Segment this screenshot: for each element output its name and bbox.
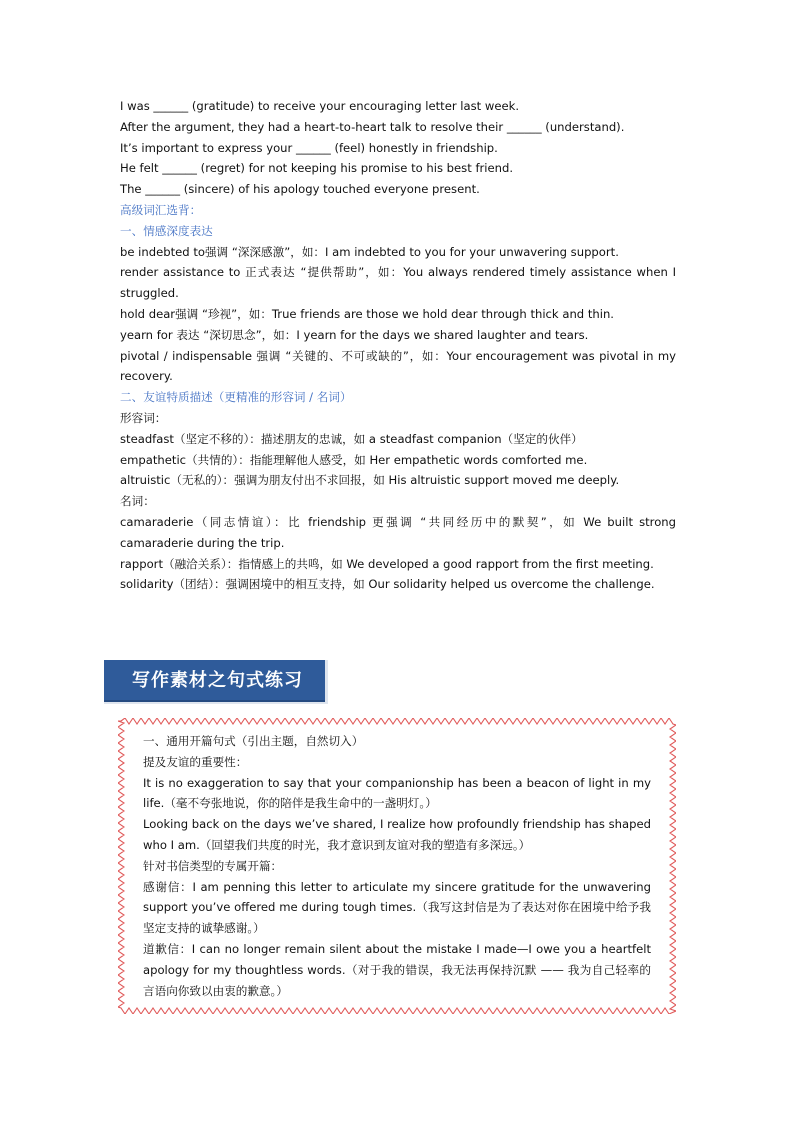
box-paragraph: 道歉信：I can no longer remain silent about the mistake I made—I owe you a heartfelt apology for my thoughtless words.（对于我的错误，我无法再保持沉默 —— 我为自己轻率的言语向你致以由衷的歉意。） [143, 941, 651, 998]
adj-item: steadfast（坚定不移的）：描述朋友的忠诚，如 a steadfast companion（坚定的伙伴） [120, 431, 583, 446]
section2-title: 二、友谊特质描述（更精准的形容词 / 名词） [120, 390, 352, 405]
box-subheading: 提及友谊的重要性： [143, 754, 248, 769]
exercise-line: The ______ (sincere) of his apology touched everyone present. [120, 182, 480, 197]
vocab-heading: 高级词汇选背： [120, 202, 202, 217]
box-paragraph: 感谢信：I am penning this letter to articulate my sincere gratitude for the unwavering support you’ve offered me during tough times.（我写这封信是为了表达对你在困境中给予我坚定支持的诚挚感谢。） [143, 879, 651, 936]
adj-heading: 形容词： [120, 410, 167, 425]
vocab-item: render assistance to 正式表达 “提供帮助”，如：You always rendered timely assistance when I struggled. [120, 265, 676, 301]
vocab-item: pivotal / indispensable 强调 “关键的、不可或缺的”，如：Your encouragement was pivotal in my recovery. [120, 348, 676, 384]
vocab-item: yearn for 表达 “深切思念”，如：I yearn for the days we shared laughter and tears. [120, 327, 589, 342]
exercise-line: I was ______ (gratitude) to receive your encouraging letter last week. [120, 99, 520, 113]
banner-title: 写作素材之句式练习 [104, 660, 325, 702]
noun-item: solidarity（团结）：强调困境中的相互支持，如 Our solidarity helped us overcome the challenge. [120, 577, 655, 592]
sentence-box [143, 731, 651, 1001]
exercise-line: After the argument, they had a heart-to-heart talk to resolve their ______ (understand). [120, 119, 625, 134]
box-title: 一、通用开篇句式（引出主题，自然切入） [143, 734, 364, 748]
exercise-line: He felt ______ (regret) for not keeping his promise to his best friend. [120, 161, 514, 176]
adj-item: altruistic（无私的）：强调为朋友付出不求回报，如 His altruistic support moved me deeply. [120, 473, 620, 488]
noun-heading: 名词： [120, 494, 155, 509]
box-subheading: 针对书信类型的专属开篇： [143, 858, 283, 873]
body-text [120, 96, 676, 595]
vocab-item: be indebted to强调 “深深感激”，如：I am indebted to you for your unwavering support. [120, 244, 619, 259]
exercise-line: It’s important to express your ______ (feel) honestly in friendship. [120, 140, 498, 155]
box-paragraph: Looking back on the days we’ve shared, I realize how profoundly friendship has shaped who I am.（回望我们共度的时光，我才意识到友谊对我的塑造有多深远。） [143, 817, 651, 852]
noun-item: rapport（融洽关系）：指情感上的共鸣，如 We developed a good rapport from the first meeting. [120, 556, 654, 571]
vocab-item: hold dear强调 “珍视”，如：True friends are those we hold dear through thick and thin. [120, 306, 614, 321]
box-paragraph: It is no exaggeration to say that your companionship has been a beacon of light in my life.（毫不夸张地说，你的陪伴是我生命中的一盏明灯。） [143, 775, 651, 811]
adj-item: empathetic（共情的）：指能理解他人感受，如 Her empathetic words comforted me. [120, 452, 588, 467]
noun-item: camaraderie（同志情谊）：比 friendship 更强调 “共同经历中的默契”，如 We built strong camaraderie during the trip. [120, 514, 676, 550]
section1-title: 一、情感深度表达 [120, 223, 213, 238]
section-banner [104, 660, 328, 704]
